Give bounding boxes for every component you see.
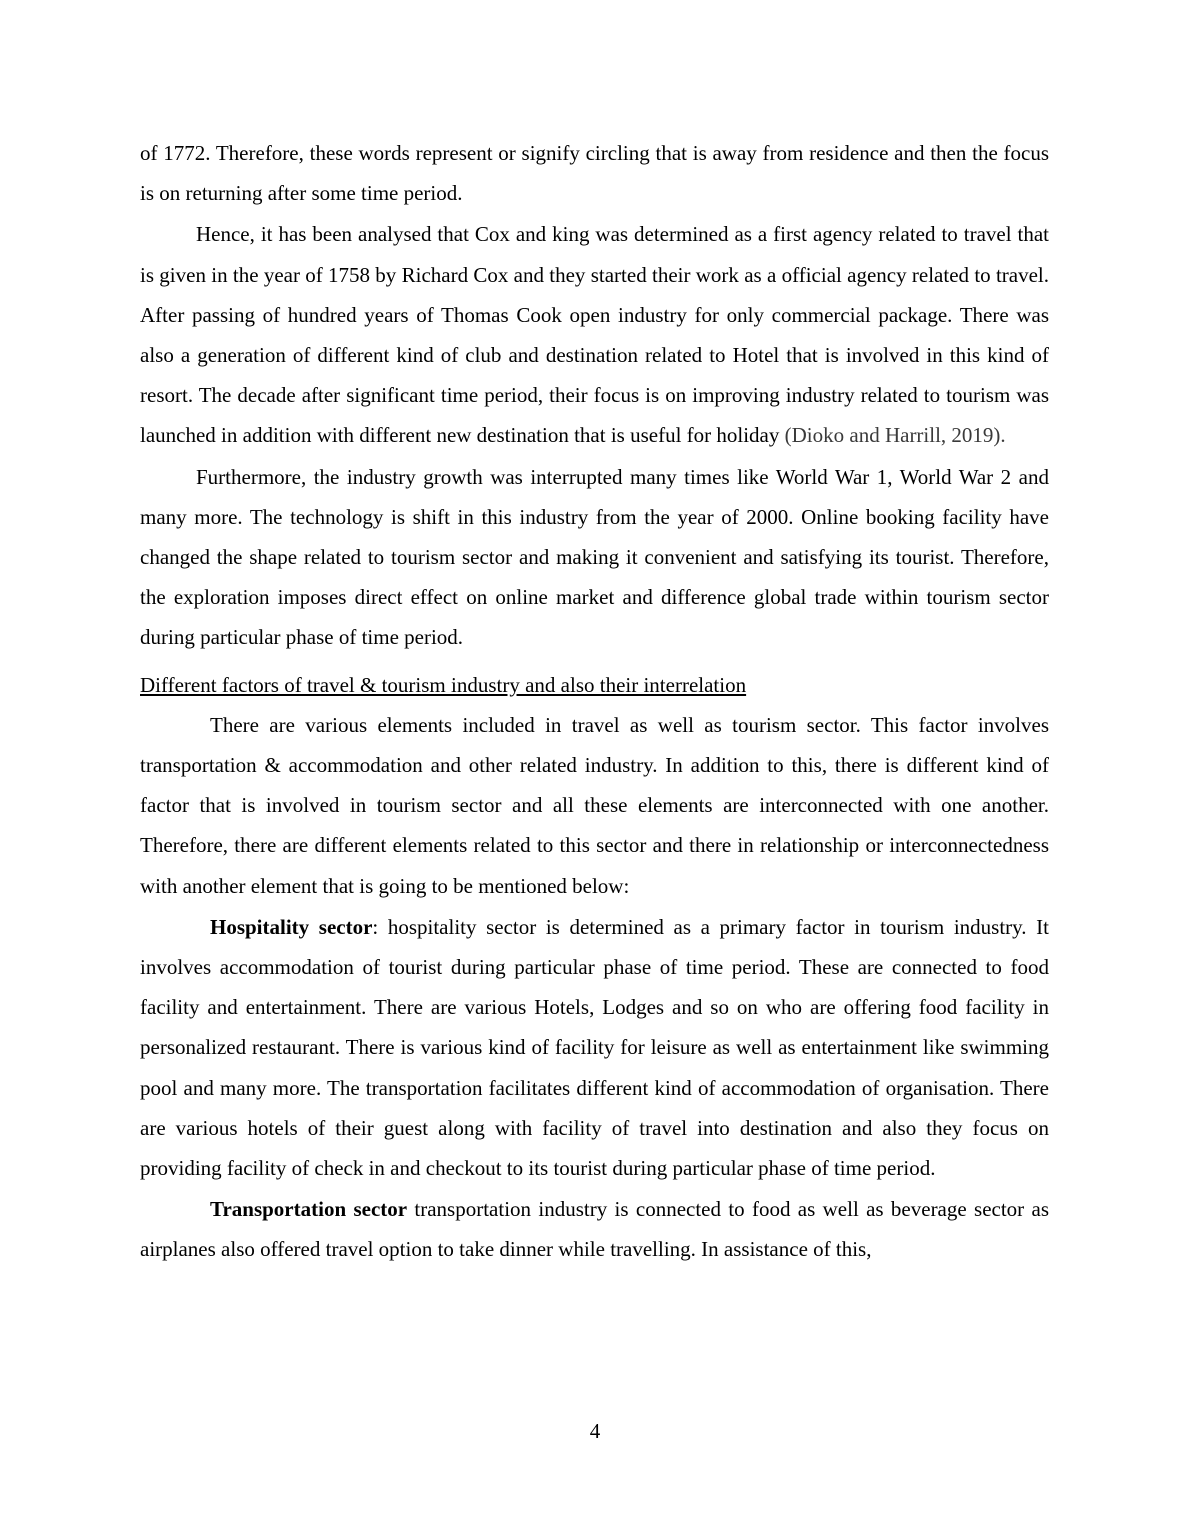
paragraph-hospitality-sector: [140, 907, 1049, 1188]
citation: (Dioko and Harrill, 2019).: [784, 423, 1006, 448]
paragraph-transportation-sector: [140, 1189, 1049, 1269]
paragraph-industry-growth: Furthermore, the industry growth was interrupted many times like World War 1, World War 2 and many more. The technology is shift in this industry from the year of 2000. Online booking facility have changed the shape related to tourism sector and making it convenient and satisfying its tourist. Therefore, the exploration imposes direct effect on online market and difference global trade within tourism sector during particular phase of time period.: [140, 464, 1049, 650]
paragraph-elements-intro: There are various elements included in travel as well as tourism sector. This factor involves transportation & accommodation and other related industry. In addition to this, there is different kind of factor that is involved in tourism sector and all these elements are interconnected with one another. Therefore, there are different elements related to this sector and there in relationship or interconnectedness with another element that is going to be mentioned below:: [140, 712, 1049, 898]
page-number: 4: [589, 1419, 601, 1443]
paragraph-text: : hospitality sector is determined as a primary factor in tourism industry. It involves accommodation of tourist during particular phase of time period. These are connected to food facility and entertainment. There are various Hotels, Lodges and so on who are offering food facility in personalized restaurant. There is various kind of facility for leisure as well as entertainment like swimming pool and many more. The transportation facilitates different kind of accommodation of organisation. There are various hotels of their guest along with facility of travel into destination and also they focus on providing facility of check in and checkout to its tourist during particular phase of time period.: [140, 914, 1049, 1181]
document-body: [140, 133, 1049, 1270]
term-hospitality-sector: Hospitality sector: [210, 914, 373, 939]
paragraph-text: transportation industry is connected to food as well as beverage sector as airplanes also offered travel option to take dinner while travelling. In assistance of this,: [140, 1197, 1049, 1262]
paragraph-cox-and-kings: [140, 214, 1049, 455]
paragraph-origin-continued: of 1772. Therefore, these words represent or signify circling that is away from residence and then the focus is on returning after some time period.: [140, 141, 1049, 206]
paragraph-text: Hence, it has been analysed that Cox and king was determined as a first agency related to travel that is given in the year of 1758 by Richard Cox and they started their work as a official agency related to travel. After passing of hundred years of Thomas Cook open industry for only commercial package. There was also a generation of different kind of club and destination related to Hotel that is involved in this kind of resort. The decade after significant time period, their focus is on improving industry related to tourism was launched in addition with different new destination that is useful for holiday: [140, 222, 1049, 448]
section-heading: Different factors of travel & tourism industry and also their interrelation: [140, 672, 747, 697]
term-transportation-sector: Transportation sector: [210, 1197, 408, 1222]
